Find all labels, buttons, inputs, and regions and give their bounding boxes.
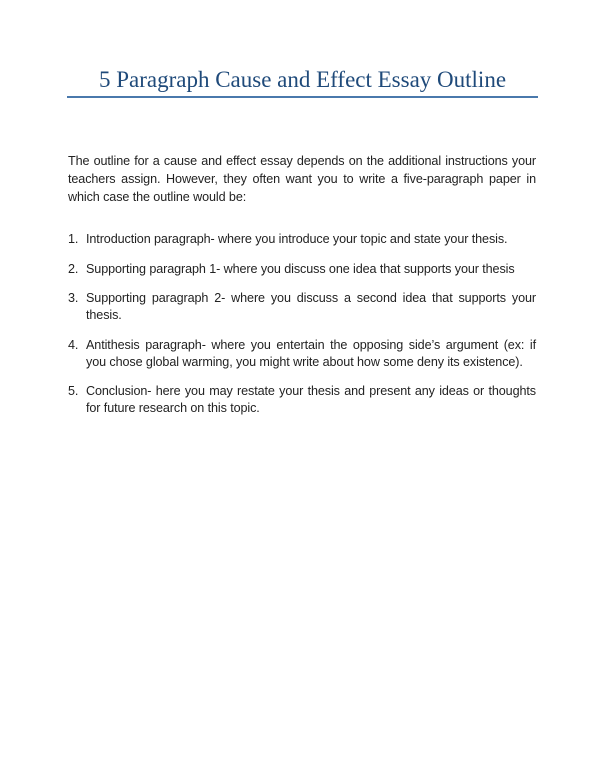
list-item-number: 4.: [68, 337, 79, 352]
list-item-text: Antithesis paragraph- where you entertain the opposing side’s argument (ex: if you chose global warming, you might write about how some deny its existence).: [86, 337, 536, 369]
list-item: [68, 337, 536, 371]
list-item-number: 3.: [68, 291, 79, 305]
list-item: [68, 383, 536, 417]
list-item: [68, 290, 536, 324]
list-item-number: 2.: [68, 261, 79, 276]
list-item-text: Supporting paragraph 2- where you discuss a second idea that supports your thesis.: [86, 291, 536, 322]
list-item-text: Conclusion- here you may restate your thesis and present any ideas or thoughts for future research on this topic.: [86, 384, 536, 415]
title-underline: [67, 96, 538, 98]
page-title: 5 Paragraph Cause and Effect Essay Outline: [98, 67, 507, 92]
intro-paragraph: The outline for a cause and effect essay depends on the additional instructions your teachers assign. However, they often want you to write a five-paragraph paper in which case the outline would be:: [68, 154, 536, 204]
list-item-number: 1.: [68, 232, 79, 246]
list-item-number: 5.: [68, 384, 79, 398]
outline-list: [68, 231, 536, 430]
list-item-text: Introduction paragraph- where you introduce your topic and state your thesis.: [86, 232, 508, 246]
list-item-text: Supporting paragraph 1- where you discuss one idea that supports your thesis: [86, 261, 515, 276]
list-item: [68, 261, 536, 278]
list-item: [68, 231, 536, 248]
